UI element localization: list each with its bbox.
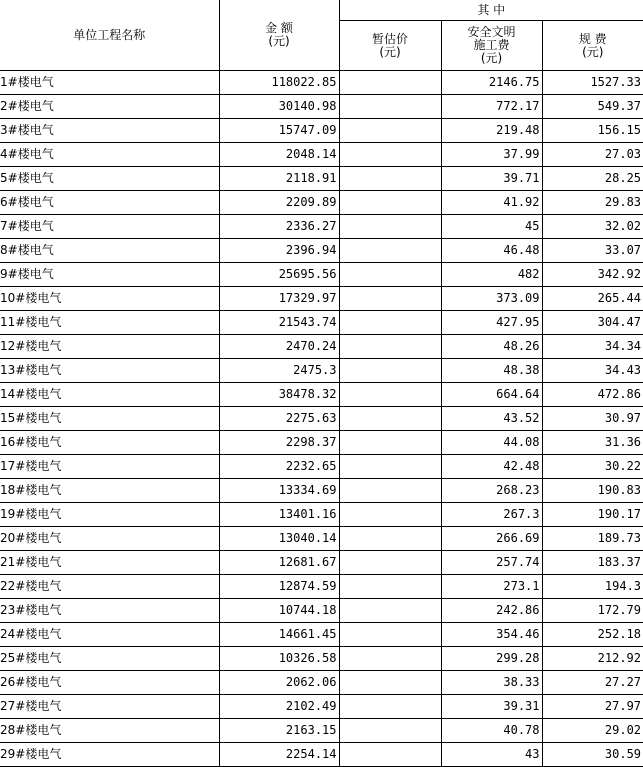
header-project-name: 单位工程名称 <box>0 0 219 71</box>
cell-project-name: 22#楼电气 <box>0 575 219 599</box>
cell-provisional <box>339 719 441 743</box>
cell-provisional <box>339 551 441 575</box>
cell-provisional <box>339 287 441 311</box>
cell-project-name: 4#楼电气 <box>0 143 219 167</box>
cell-amount: 2118.91 <box>219 167 339 191</box>
cell-safety-fee: 373.09 <box>441 287 542 311</box>
cell-safety-fee: 299.28 <box>441 647 542 671</box>
cell-safety-fee: 482 <box>441 263 542 287</box>
header-safety-unit: (元) <box>442 52 542 65</box>
header-fees-unit: (元) <box>543 46 643 59</box>
cell-project-name: 2#楼电气 <box>0 95 219 119</box>
table-row <box>0 191 643 215</box>
table-row <box>0 239 643 263</box>
cell-fees: 189.73 <box>542 527 643 551</box>
cell-provisional <box>339 95 441 119</box>
cell-fees: 30.97 <box>542 407 643 431</box>
cell-amount: 13401.16 <box>219 503 339 527</box>
cell-amount: 10326.58 <box>219 647 339 671</box>
cell-safety-fee: 267.3 <box>441 503 542 527</box>
cell-fees: 31.36 <box>542 431 643 455</box>
cell-safety-fee: 48.26 <box>441 335 542 359</box>
table-row <box>0 359 643 383</box>
table-row <box>0 671 643 695</box>
cell-project-name: 9#楼电气 <box>0 263 219 287</box>
table-row <box>0 503 643 527</box>
cell-safety-fee: 37.99 <box>441 143 542 167</box>
table-row <box>0 623 643 647</box>
table-row <box>0 599 643 623</box>
cell-safety-fee: 266.69 <box>441 527 542 551</box>
cell-fees: 156.15 <box>542 119 643 143</box>
cell-project-name: 21#楼电气 <box>0 551 219 575</box>
cell-fees: 32.02 <box>542 215 643 239</box>
cell-project-name: 5#楼电气 <box>0 167 219 191</box>
cell-fees: 265.44 <box>542 287 643 311</box>
table-row <box>0 383 643 407</box>
cell-project-name: 20#楼电气 <box>0 527 219 551</box>
cell-safety-fee: 45 <box>441 215 542 239</box>
cell-fees: 29.83 <box>542 191 643 215</box>
cell-amount: 17329.97 <box>219 287 339 311</box>
cell-fees: 212.92 <box>542 647 643 671</box>
cell-safety-fee: 39.31 <box>441 695 542 719</box>
cell-project-name: 19#楼电气 <box>0 503 219 527</box>
cell-provisional <box>339 671 441 695</box>
cell-amount: 12681.67 <box>219 551 339 575</box>
cell-project-name: 11#楼电气 <box>0 311 219 335</box>
table-row <box>0 647 643 671</box>
cell-fees: 183.37 <box>542 551 643 575</box>
cell-provisional <box>339 599 441 623</box>
cell-safety-fee: 219.48 <box>441 119 542 143</box>
cell-provisional <box>339 191 441 215</box>
cell-safety-fee: 268.23 <box>441 479 542 503</box>
table-header <box>0 0 643 71</box>
cell-safety-fee: 43 <box>441 743 542 767</box>
cell-amount: 2475.3 <box>219 359 339 383</box>
cell-fees: 194.3 <box>542 575 643 599</box>
table-row <box>0 71 643 95</box>
cell-project-name: 15#楼电气 <box>0 407 219 431</box>
table-row <box>0 431 643 455</box>
cell-project-name: 7#楼电气 <box>0 215 219 239</box>
cell-fees: 342.92 <box>542 263 643 287</box>
cell-amount: 118022.85 <box>219 71 339 95</box>
table-row <box>0 215 643 239</box>
cell-project-name: 18#楼电气 <box>0 479 219 503</box>
header-fees <box>542 21 643 71</box>
header-amount-label: 金 额 <box>220 22 339 35</box>
cell-amount: 2232.65 <box>219 455 339 479</box>
cell-amount: 12874.59 <box>219 575 339 599</box>
cell-project-name: 12#楼电气 <box>0 335 219 359</box>
cell-amount: 2102.49 <box>219 695 339 719</box>
cell-provisional <box>339 119 441 143</box>
cell-provisional <box>339 575 441 599</box>
header-safety-fee <box>441 21 542 71</box>
cell-fees: 30.22 <box>542 455 643 479</box>
cell-project-name: 29#楼电气 <box>0 743 219 767</box>
cell-amount: 25695.56 <box>219 263 339 287</box>
cell-project-name: 10#楼电气 <box>0 287 219 311</box>
cell-project-name: 24#楼电气 <box>0 623 219 647</box>
table-body <box>0 71 643 767</box>
cell-provisional <box>339 263 441 287</box>
table-row <box>0 263 643 287</box>
cell-fees: 27.27 <box>542 671 643 695</box>
cell-amount: 2298.37 <box>219 431 339 455</box>
cell-safety-fee: 427.95 <box>441 311 542 335</box>
table-row <box>0 527 643 551</box>
cell-safety-fee: 46.48 <box>441 239 542 263</box>
cell-amount: 21543.74 <box>219 311 339 335</box>
cell-provisional <box>339 71 441 95</box>
cell-safety-fee: 44.08 <box>441 431 542 455</box>
cell-fees: 34.34 <box>542 335 643 359</box>
header-of-which: 其 中 <box>339 0 643 21</box>
cell-amount: 2048.14 <box>219 143 339 167</box>
cell-safety-fee: 664.64 <box>441 383 542 407</box>
cell-amount: 10744.18 <box>219 599 339 623</box>
cell-provisional <box>339 647 441 671</box>
cell-provisional <box>339 167 441 191</box>
cell-fees: 34.43 <box>542 359 643 383</box>
table-row <box>0 95 643 119</box>
cell-amount: 2209.89 <box>219 191 339 215</box>
cell-provisional <box>339 407 441 431</box>
cell-fees: 33.07 <box>542 239 643 263</box>
cell-fees: 190.17 <box>542 503 643 527</box>
cell-provisional <box>339 311 441 335</box>
cell-fees: 549.37 <box>542 95 643 119</box>
table-row <box>0 719 643 743</box>
cell-amount: 13334.69 <box>219 479 339 503</box>
header-amount <box>219 0 339 71</box>
cell-amount: 15747.09 <box>219 119 339 143</box>
cell-safety-fee: 39.71 <box>441 167 542 191</box>
cell-project-name: 26#楼电气 <box>0 671 219 695</box>
cell-safety-fee: 257.74 <box>441 551 542 575</box>
cell-fees: 27.03 <box>542 143 643 167</box>
cell-amount: 38478.32 <box>219 383 339 407</box>
header-provisional-unit: (元) <box>340 46 441 59</box>
cell-provisional <box>339 623 441 647</box>
cell-provisional <box>339 503 441 527</box>
table-row <box>0 335 643 359</box>
cell-provisional <box>339 359 441 383</box>
table-row <box>0 575 643 599</box>
cell-fees: 27.97 <box>542 695 643 719</box>
cell-project-name: 17#楼电气 <box>0 455 219 479</box>
cell-provisional <box>339 479 441 503</box>
cell-amount: 2275.63 <box>219 407 339 431</box>
cell-safety-fee: 242.86 <box>441 599 542 623</box>
cell-safety-fee: 354.46 <box>441 623 542 647</box>
header-provisional <box>339 21 441 71</box>
cell-project-name: 16#楼电气 <box>0 431 219 455</box>
cell-safety-fee: 43.52 <box>441 407 542 431</box>
cell-provisional <box>339 239 441 263</box>
cell-fees: 304.47 <box>542 311 643 335</box>
cell-provisional <box>339 695 441 719</box>
table-row <box>0 311 643 335</box>
table-row <box>0 407 643 431</box>
cell-fees: 1527.33 <box>542 71 643 95</box>
table-row <box>0 143 643 167</box>
cell-amount: 14661.45 <box>219 623 339 647</box>
cell-amount: 2062.06 <box>219 671 339 695</box>
cell-fees: 29.02 <box>542 719 643 743</box>
cell-provisional <box>339 431 441 455</box>
cell-provisional <box>339 455 441 479</box>
cell-amount: 2396.94 <box>219 239 339 263</box>
cell-safety-fee: 2146.75 <box>441 71 542 95</box>
cell-project-name: 28#楼电气 <box>0 719 219 743</box>
cell-project-name: 1#楼电气 <box>0 71 219 95</box>
header-fees-label: 规 费 <box>543 33 643 46</box>
cell-safety-fee: 38.33 <box>441 671 542 695</box>
cell-project-name: 25#楼电气 <box>0 647 219 671</box>
cell-safety-fee: 772.17 <box>441 95 542 119</box>
cell-amount: 13040.14 <box>219 527 339 551</box>
table-row <box>0 551 643 575</box>
table-row <box>0 479 643 503</box>
cell-provisional <box>339 335 441 359</box>
cell-safety-fee: 40.78 <box>441 719 542 743</box>
table-row <box>0 455 643 479</box>
cell-project-name: 23#楼电气 <box>0 599 219 623</box>
cell-safety-fee: 42.48 <box>441 455 542 479</box>
header-amount-unit: (元) <box>220 35 339 48</box>
header-safety-line1: 安全文明 <box>442 26 542 39</box>
header-provisional-label: 暂估价 <box>340 33 441 46</box>
cell-amount: 2254.14 <box>219 743 339 767</box>
cell-amount: 2336.27 <box>219 215 339 239</box>
cell-project-name: 3#楼电气 <box>0 119 219 143</box>
cell-provisional <box>339 143 441 167</box>
cell-fees: 30.59 <box>542 743 643 767</box>
cell-project-name: 6#楼电气 <box>0 191 219 215</box>
table-row <box>0 743 643 767</box>
cell-project-name: 14#楼电气 <box>0 383 219 407</box>
table-row <box>0 119 643 143</box>
table-row <box>0 287 643 311</box>
cell-safety-fee: 273.1 <box>441 575 542 599</box>
cell-safety-fee: 48.38 <box>441 359 542 383</box>
cell-fees: 28.25 <box>542 167 643 191</box>
cell-project-name: 8#楼电气 <box>0 239 219 263</box>
cell-fees: 472.86 <box>542 383 643 407</box>
cell-provisional <box>339 527 441 551</box>
cell-fees: 252.18 <box>542 623 643 647</box>
cell-project-name: 13#楼电气 <box>0 359 219 383</box>
cell-provisional <box>339 215 441 239</box>
cell-amount: 2163.15 <box>219 719 339 743</box>
cell-amount: 30140.98 <box>219 95 339 119</box>
cell-safety-fee: 41.92 <box>441 191 542 215</box>
cell-provisional <box>339 383 441 407</box>
cell-project-name: 27#楼电气 <box>0 695 219 719</box>
table-row <box>0 167 643 191</box>
cell-fees: 190.83 <box>542 479 643 503</box>
cell-provisional <box>339 743 441 767</box>
cell-amount: 2470.24 <box>219 335 339 359</box>
cell-fees: 172.79 <box>542 599 643 623</box>
header-safety-line2: 施工费 <box>442 39 542 52</box>
table-row <box>0 695 643 719</box>
